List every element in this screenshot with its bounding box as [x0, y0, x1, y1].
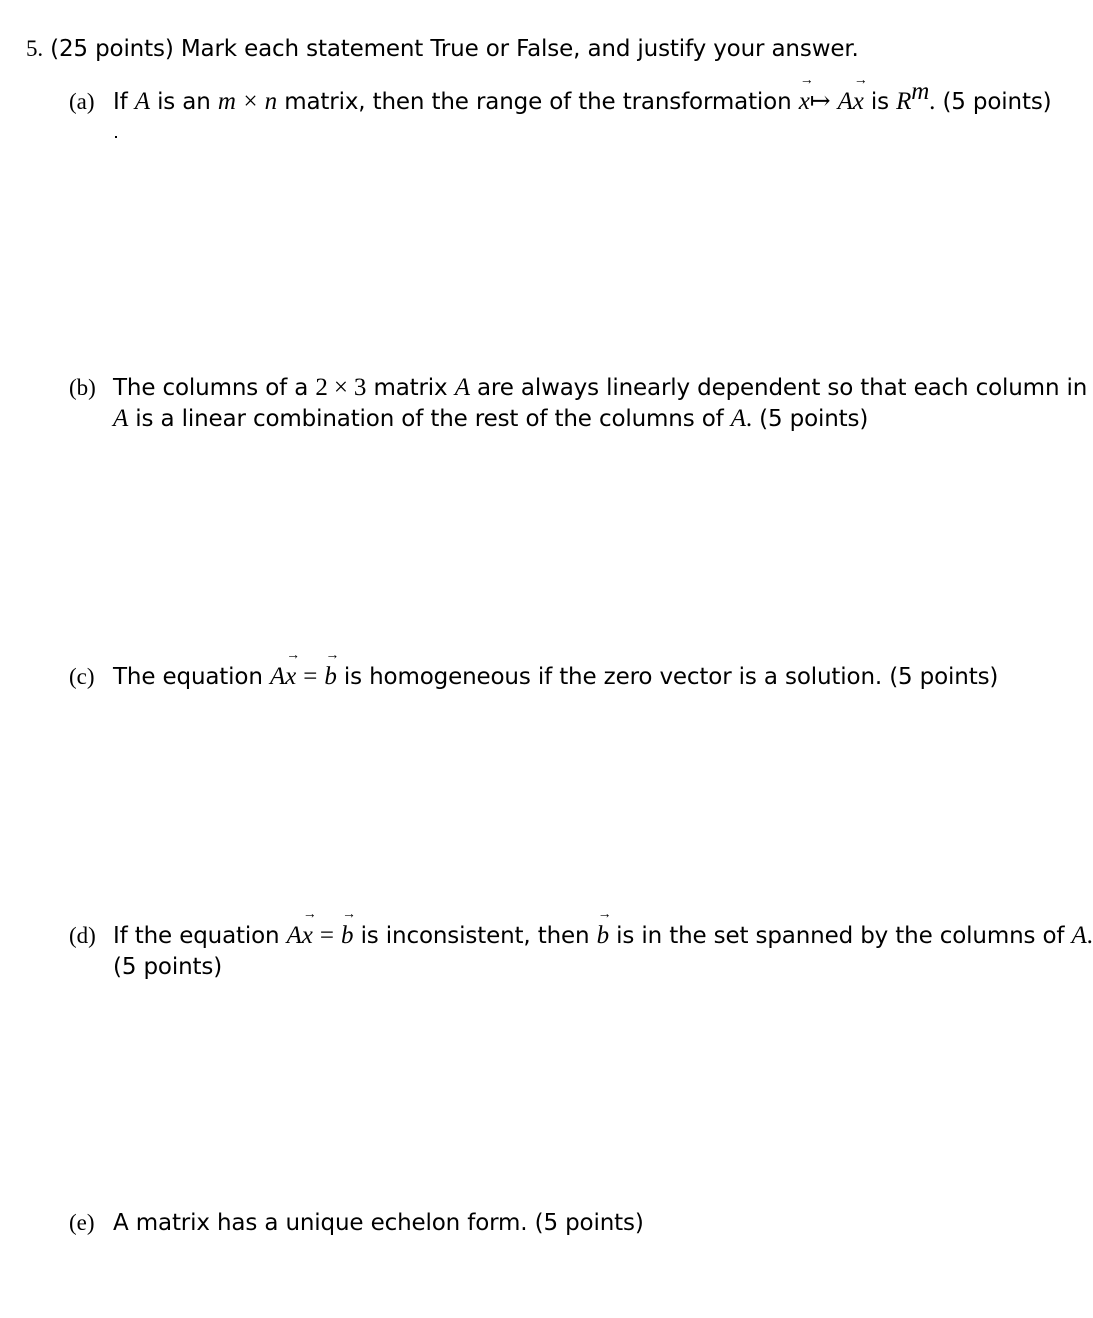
- problem-header: [26, 34, 859, 64]
- part-e-label: (e): [69, 1210, 95, 1235]
- problem-instruction: Mark each statement True or False, and justify your answer.: [180, 36, 859, 62]
- part-d-points: (5 points): [113, 954, 223, 980]
- stray-dot: [115, 136, 117, 138]
- part-b-points: (5 points): [759, 406, 869, 432]
- part-e-points: (5 points): [534, 1210, 644, 1236]
- vector-arrow-icon: →: [597, 907, 612, 922]
- part-c-points: (5 points): [889, 664, 999, 690]
- vector-arrow-icon: →: [302, 907, 317, 922]
- part-d-statement-line2: [113, 952, 222, 982]
- problem-number: 5.: [26, 36, 43, 61]
- part-a-points: (5 points): [942, 89, 1052, 115]
- vector-arrow-icon: →: [286, 648, 300, 663]
- part-d-label: (d): [69, 923, 96, 948]
- part-c-label: (c): [69, 664, 95, 689]
- vector-arrow-icon: →: [853, 73, 868, 88]
- problem-points: (25 points): [50, 36, 174, 62]
- part-a-label: (a): [69, 89, 95, 114]
- vector-arrow-icon: →: [799, 73, 814, 88]
- part-d-statement-line1: If the equation Ax → = b → is inconsistent, then b → is in the set spanned by the columns of A.: [113, 907, 1093, 949]
- part-e-statement: A matrix has a unique echelon form. (5 points): [113, 1210, 644, 1236]
- part-c-statement: The equation Ax → = b → is homogeneous if the zero vector is a solution. (5 points): [113, 648, 999, 690]
- part-b-statement-line2: A is a linear combination of the rest of the columns of A. (5 points): [113, 405, 869, 432]
- part-b-statement-line1: The columns of a 2 × 3 matrix A are always linearly dependent so that each column in: [113, 374, 1088, 401]
- part-b-label: (b): [69, 375, 96, 400]
- vector-arrow-icon: →: [342, 907, 356, 922]
- part-a-statement: If A is an m × n matrix, then the range of the transformation x → ↦ Ax → is $R^m$. (5 points): [113, 73, 1052, 115]
- vector-arrow-icon: →: [325, 648, 340, 663]
